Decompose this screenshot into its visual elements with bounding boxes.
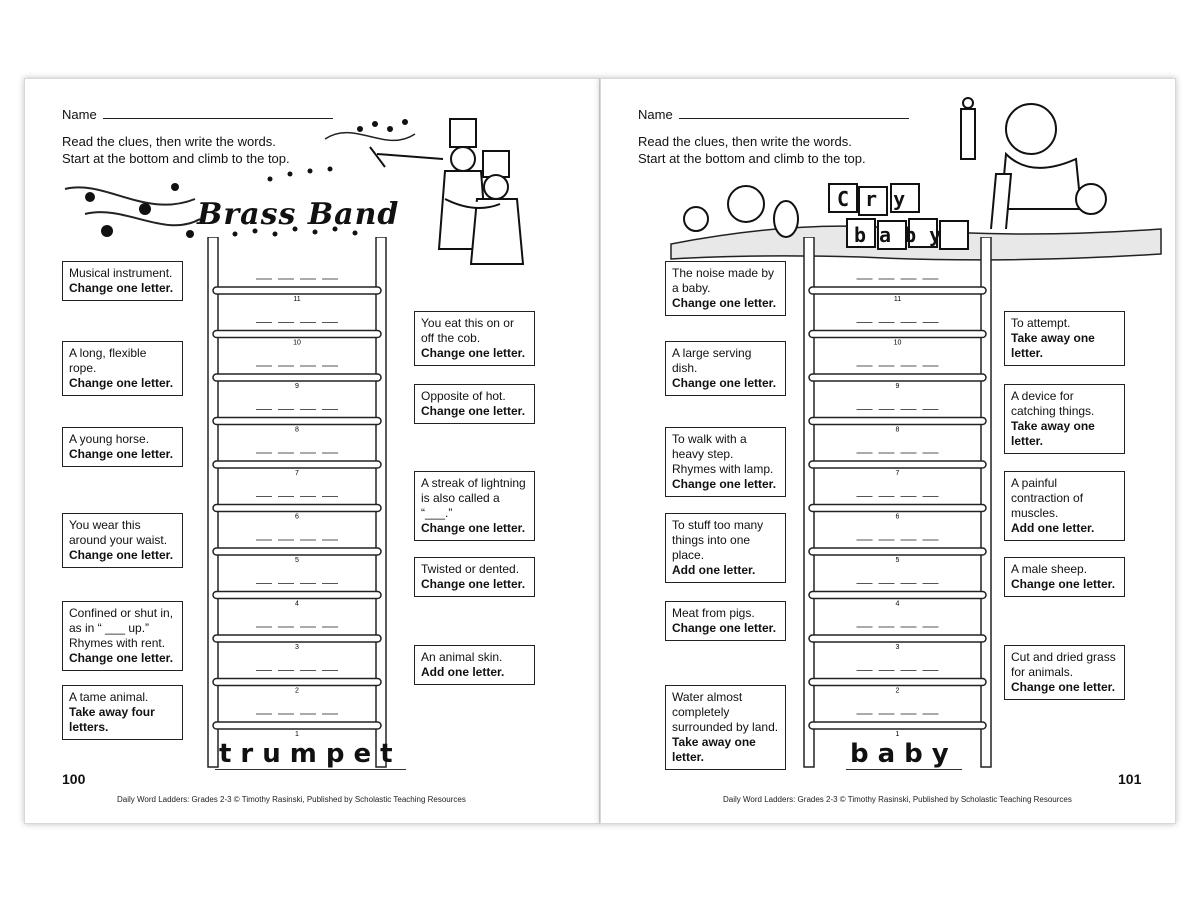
name-field: Name	[62, 106, 333, 122]
ladder-rung	[213, 635, 381, 642]
clue-instruction: Change one letter.	[672, 296, 777, 310]
clue-instruction: Change one letter.	[69, 281, 174, 295]
clue-instruction: Change one letter.	[421, 404, 526, 418]
clue-instruction: Change one letter.	[421, 577, 526, 591]
clue-instruction: Change one letter.	[421, 521, 526, 535]
ladder-rung	[809, 331, 986, 338]
clue-box	[414, 645, 535, 685]
clue-text: Confined or shut in, as in “ ___ up.” Rhymes with rent.	[69, 606, 174, 650]
starting-word: trumpet	[215, 739, 406, 770]
clue-instruction: Change one letter.	[69, 376, 174, 390]
clue-box	[665, 601, 786, 641]
rung-number: 2	[295, 687, 299, 695]
clue-box	[62, 261, 183, 301]
clue-text: You eat this on or off the cob.	[421, 316, 514, 345]
rung-number: 10	[293, 339, 301, 347]
block-word-top: Cry	[837, 187, 922, 211]
ladder-rung	[809, 287, 986, 294]
clue-box	[665, 513, 786, 583]
clue-text: Musical instrument.	[69, 266, 173, 280]
clue-instruction: Change one letter.	[1011, 680, 1116, 694]
ladder-rung	[213, 505, 381, 512]
clue-text: Water almost completely surrounded by land.	[672, 690, 779, 734]
ladder-rung	[809, 592, 986, 599]
ladder-rung	[809, 548, 986, 555]
rung-number: 8	[895, 426, 900, 434]
clue-text: To stuff too many things into one place.	[672, 518, 764, 562]
clue-box	[62, 513, 183, 568]
clue-instruction: Add one letter.	[672, 563, 756, 577]
worksheet-page-left	[24, 78, 600, 824]
clue-instruction: Take away one letter.	[1011, 331, 1095, 360]
rung-number: 7	[895, 470, 900, 477]
ladder-rung	[213, 592, 381, 599]
rung-number: 11	[293, 296, 301, 303]
ladder-rung	[213, 548, 381, 555]
clue-text: A streak of lightning is also called a “___.”	[421, 476, 526, 520]
clue-box	[414, 384, 535, 424]
clue-box	[1004, 645, 1125, 700]
clue-text: A tame animal.	[69, 690, 149, 704]
clue-box	[414, 311, 535, 366]
ladder-rung	[809, 722, 986, 729]
clue-text: A device for catching things.	[1011, 389, 1095, 418]
clue-box	[414, 557, 535, 597]
clue-box	[1004, 384, 1125, 454]
rung-number: 5	[895, 557, 900, 564]
page-title: Brass Band	[197, 197, 400, 232]
clue-box	[1004, 311, 1125, 366]
name-field: Name	[638, 106, 909, 122]
clue-instruction: Change one letter.	[672, 621, 777, 635]
rung-number: 4	[895, 600, 900, 608]
instructions: Read the clues, then write the words. Start at the bottom and climb to the top.	[638, 134, 866, 166]
rung-number: 1	[895, 731, 900, 738]
clue-instruction: Change one letter.	[672, 477, 777, 491]
instructions: Read the clues, then write the words. Start at the bottom and climb to the top.	[62, 134, 290, 166]
ladder-rung	[213, 331, 381, 338]
clue-box	[665, 427, 786, 497]
clue-box	[665, 685, 786, 770]
ladder-rung	[213, 374, 381, 381]
ladder-rung	[213, 418, 381, 425]
clue-text: The noise made by a baby.	[672, 266, 775, 295]
rung-number: 3	[895, 644, 900, 651]
ladder-rung	[809, 635, 986, 642]
ladder-rung	[213, 679, 381, 686]
clue-box	[62, 427, 183, 467]
clue-text: Meat from pigs.	[672, 606, 755, 620]
clue-instruction: Take away one letter.	[672, 735, 756, 764]
clue-text: Opposite of hot.	[421, 389, 506, 403]
ladder-rung	[809, 679, 986, 686]
rung-number: 6	[295, 513, 299, 521]
clue-instruction: Change one letter.	[69, 548, 174, 562]
clue-box	[665, 341, 786, 396]
clue-box	[62, 341, 183, 396]
clue-instruction: Take away one letter.	[1011, 419, 1095, 448]
rung-number: 3	[295, 644, 299, 651]
clue-instruction: Change one letter.	[69, 651, 174, 665]
starting-word: baby	[846, 739, 962, 770]
ladder-rung	[809, 505, 986, 512]
ladder-rung	[809, 418, 986, 425]
clue-box	[1004, 557, 1125, 597]
clue-instruction: Add one letter.	[1011, 521, 1095, 535]
rung-number: 9	[895, 383, 900, 390]
clue-instruction: Take away four letters.	[69, 705, 155, 734]
clue-box	[665, 261, 786, 316]
block-word-bottom: baby	[854, 223, 955, 247]
rung-number: 5	[295, 557, 299, 564]
ladder-rung	[213, 287, 381, 294]
rung-number: 8	[295, 426, 299, 434]
clue-box	[62, 685, 183, 740]
rung-number: 6	[895, 513, 900, 521]
clue-text: An animal skin.	[421, 650, 503, 664]
clue-box	[1004, 471, 1125, 541]
clue-box	[62, 601, 183, 671]
ladder-rung	[809, 461, 986, 468]
clue-instruction: Add one letter.	[421, 665, 505, 679]
rung-number: 11	[893, 296, 902, 303]
footer-credit: Daily Word Ladders: Grades 2-3 © Timothy Rasinski, Published by Scholastic Teaching Resources	[117, 795, 466, 804]
clue-text: Twisted or dented.	[421, 562, 520, 576]
page-number: 101	[1118, 771, 1142, 787]
clue-text: To attempt.	[1011, 316, 1071, 330]
rung-number: 10	[893, 339, 902, 347]
clue-text: To walk with a heavy step. Rhymes with lamp.	[672, 432, 774, 476]
ladder-rung	[809, 374, 986, 381]
worksheet-page-right	[600, 78, 1176, 824]
clue-text: A long, flexible rope.	[69, 346, 147, 375]
clue-instruction: Change one letter.	[672, 376, 777, 390]
rung-number: 9	[295, 383, 299, 390]
clue-text: A male sheep.	[1011, 562, 1088, 576]
ladder-rung	[213, 461, 381, 468]
clue-text: Cut and dried grass for animals.	[1011, 650, 1116, 679]
page-number: 100	[62, 771, 86, 787]
rung-number: 4	[295, 600, 299, 608]
rung-number: 1	[295, 731, 299, 738]
clue-text: A young horse.	[69, 432, 150, 446]
ladder-rung	[213, 722, 381, 729]
clue-box	[414, 471, 535, 541]
rung-number: 7	[295, 470, 299, 477]
clue-text: You wear this around your waist.	[69, 518, 168, 547]
clue-text: A painful contraction of muscles.	[1011, 476, 1084, 520]
rung-number: 2	[895, 687, 900, 695]
clue-instruction: Change one letter.	[421, 346, 526, 360]
clue-text: A large serving dish.	[672, 346, 752, 375]
footer-credit: Daily Word Ladders: Grades 2-3 © Timothy Rasinski, Published by Scholastic Teaching Resources	[723, 795, 1072, 804]
clue-instruction: Change one letter.	[1011, 577, 1116, 591]
clue-instruction: Change one letter.	[69, 447, 174, 461]
